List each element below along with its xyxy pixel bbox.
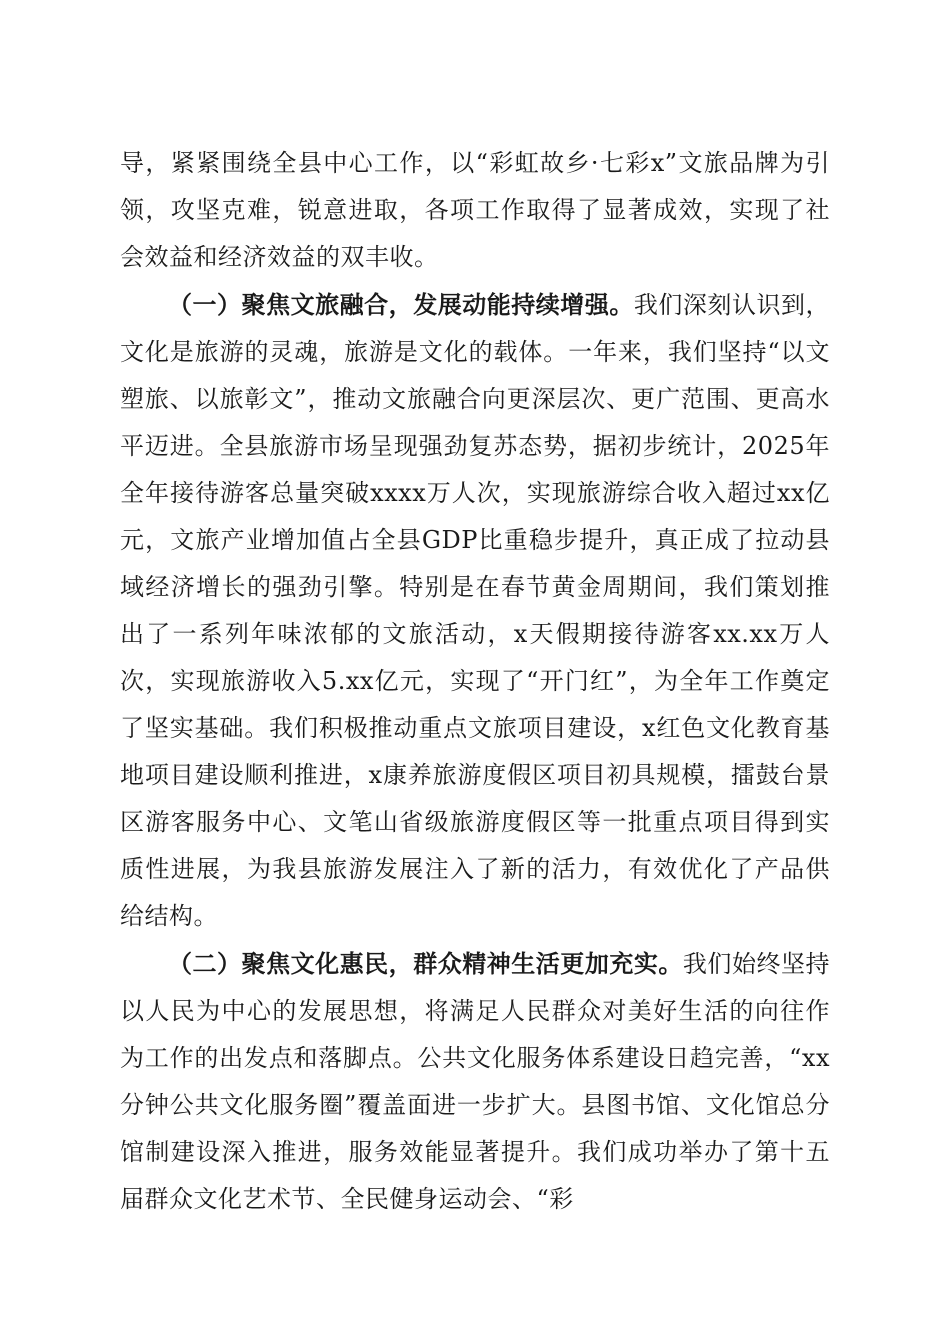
section-2-heading: （二）聚焦文化惠民，群众精神生活更加充实。: [168, 949, 683, 978]
document-body: [120, 140, 830, 1223]
paragraph-intro-text: 导，紧紧围绕全县中心工作，以“彩虹故乡·七彩x”文旅品牌为引领，攻坚克难，锐意进取，各项工作取得了显著成效，实现了社会效益和经济效益的双丰收。: [120, 149, 830, 271]
paragraph-intro: [120, 140, 830, 281]
section-1-text: 我们深刻认识到，文化是旅游的灵魂，旅游是文化的载体。一年来，我们坚持“以文塑旅、以旅彰文”，推动文旅融合向更深层次、更广范围、更高水平迈进。全县旅游市场呈现强劲复苏态势，据初步统计，2025年全年接待游客总量突破xxxx万人次，实现旅游综合收入超过xx亿元，文旅产业增加值占全县GDP比重稳步提升，真正成了拉动县域经济增长的强劲引擎。特别是在春节黄金周期间，我们策划推出了一系列年味浓郁的文旅活动，x天假期接待游客xx.xx万人次，实现旅游收入5.xx亿元，实现了“开门红”，为全年工作奠定了坚实基础。我们积极推动重点文旅项目建设，x红色文化教育基地项目建设顺利推进，x康养旅游度假区项目初具规模，擂鼓台景区游客服务中心、文笔山省级旅游度假区等一批重点项目得到实质性进展，为我县旅游发展注入了新的活力，有效优化了产品供给结构。: [120, 291, 831, 930]
section-2-text: 我们始终坚持以人民为中心的发展思想，将满足人民群众对美好生活的向往作为工作的出发点和落脚点。公共文化服务体系建设日趋完善，“xx分钟公共文化服务圈”覆盖面进一步扩大。县图书馆、文化馆总分馆制建设深入推进，服务效能显著提升。我们成功举办了第十五届群众文化艺术节、全民健身运动会、“彩: [120, 950, 831, 1213]
paragraph-section-2: [120, 940, 830, 1223]
section-1-heading: （一）聚焦文旅融合，发展动能持续增强。: [168, 290, 634, 319]
paragraph-section-1: [120, 281, 830, 940]
